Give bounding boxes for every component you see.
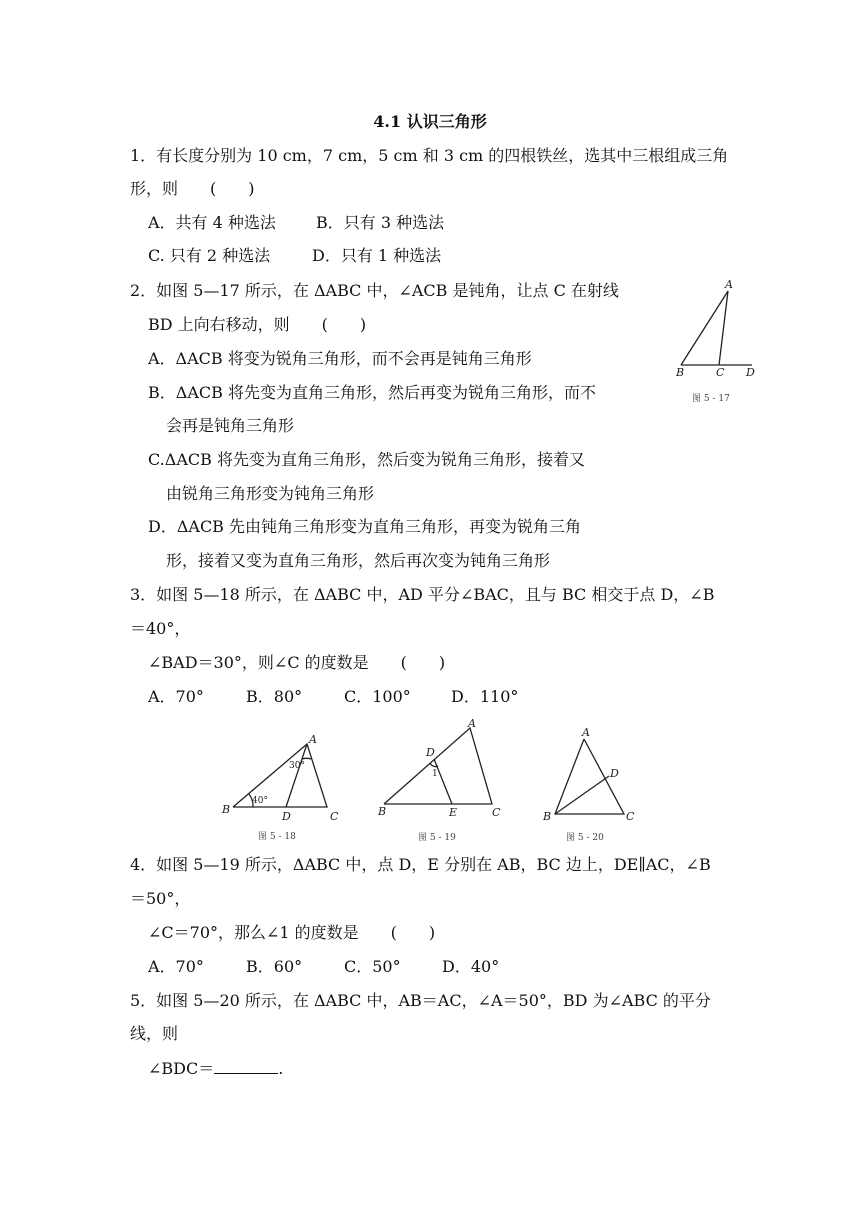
fig20-caption: 图 5 - 20 — [566, 833, 604, 843]
fig18-label-d: D — [282, 810, 291, 823]
fig19-label-e: E — [449, 806, 458, 819]
q2-option-b-line1: B．ΔACB 将先变为直角三角形，然后再变为锐角三角形，而不 — [148, 383, 596, 402]
q3-line3: ∠BAD＝30°，则∠C 的度数是 ( ) — [148, 653, 446, 672]
fig20-label-c: C — [626, 810, 635, 823]
q2-line1: 2．如图 5—17 所示，在 ΔABC 中，∠ACB 是钝角，让点 C 在射线 — [130, 281, 619, 300]
answer-blank[interactable] — [214, 1057, 278, 1074]
q2-option-d-line2: 形，接着又变为直角三角形，然后再次变为钝角三角形 — [166, 551, 551, 570]
q3-line1: 3．如图 5—18 所示，在 ΔABC 中，AD 平分∠BAC，且与 BC 相交于点 D，∠B — [130, 585, 715, 604]
fig17-label-d: D — [746, 366, 755, 379]
q4-option-d: D．40° — [442, 957, 500, 976]
q2-option-a: A．ΔACB 将变为锐角三角形，而不会再是钝角三角形 — [148, 349, 532, 368]
q1-option-b: B．只有 3 种选法 — [316, 213, 445, 232]
fig20-label-b: B — [543, 810, 552, 823]
q5-line3-text: ∠BDC＝ — [148, 1059, 215, 1078]
q3-option-b: B．80° — [246, 687, 303, 706]
q3-option-c: C．100° — [344, 687, 411, 706]
fig20-label-a: A — [582, 726, 590, 739]
fig18-angle-b: 40° — [252, 796, 268, 806]
q2-option-c-line1: C.ΔACB 将先变为直角三角形，然后变为锐角三角形，接着又 — [148, 450, 585, 469]
fig17-caption: 图 5 - 17 — [692, 394, 730, 404]
q4-option-b: B．60° — [246, 957, 303, 976]
figure-5-18 — [220, 730, 350, 845]
q2-option-b-line2: 会再是钝角三角形 — [166, 416, 295, 435]
q5-line3-end: . — [278, 1059, 284, 1078]
q1-option-c: C. 只有 2 种选法 — [148, 246, 271, 265]
fig17-label-c: C — [716, 366, 725, 379]
fig19-angle-1: 1 — [432, 769, 438, 779]
fig18-label-a: A — [309, 733, 317, 746]
q1-line1: 1．有长度分别为 10 cm，7 cm，5 cm 和 3 cm 的四根铁丝，选其中三根组成三角 — [130, 146, 729, 165]
fig19-label-d: D — [426, 746, 435, 759]
fig17-label-a: A — [725, 278, 733, 291]
q4-line2: ＝50°， — [130, 889, 191, 908]
fig18-caption: 图 5 - 18 — [258, 832, 296, 842]
figure-5-20 — [540, 722, 650, 845]
q5-line3 — [148, 1057, 283, 1080]
q3-line2: ＝40°， — [130, 619, 191, 638]
fig19-label-c: C — [492, 806, 501, 819]
figure-5-19 — [376, 712, 516, 845]
fig18-angle-a: 30° — [289, 761, 305, 771]
fig19-label-b: B — [378, 805, 387, 818]
q4-line1: 4．如图 5—19 所示，ΔABC 中，点 D，E 分别在 AB，BC 边上，DE∥AC，∠B — [130, 855, 711, 874]
q4-option-c: C．50° — [344, 957, 401, 976]
q4-line3: ∠C＝70°，那么∠1 的度数是 ( ) — [148, 923, 436, 942]
fig17-label-b: B — [676, 366, 685, 379]
fig19-label-a: A — [468, 717, 476, 730]
q1-option-d: D．只有 1 种选法 — [312, 246, 442, 265]
q5-line1: 5．如图 5—20 所示，在 ΔABC 中，AB＝AC，∠A＝50°，BD 为∠ABC 的平分 — [130, 991, 711, 1010]
q2-line2: BD 上向右移动，则 ( ) — [148, 315, 367, 334]
q1-line2: 形，则 ( ) — [130, 179, 255, 198]
fig19-caption: 图 5 - 19 — [418, 833, 456, 843]
fig18-label-c: C — [330, 810, 339, 823]
q5-line2: 线，则 — [130, 1024, 179, 1043]
fig20-label-d: D — [610, 767, 619, 780]
page-title: 4.1 认识三角形 — [373, 112, 487, 131]
q1-option-a: A．共有 4 种选法 — [148, 213, 276, 232]
q3-option-a: A．70° — [148, 687, 204, 706]
fig18-label-b: B — [222, 803, 231, 816]
q3-option-d: D．110° — [451, 687, 519, 706]
q4-option-a: A．70° — [148, 957, 204, 976]
q2-option-c-line2: 由锐角三角形变为钝角三角形 — [166, 484, 375, 503]
q2-option-d-line1: D．ΔACB 先由钝角三角形变为直角三角形，再变为锐角三角 — [148, 517, 582, 536]
figure-5-17 — [672, 278, 767, 406]
